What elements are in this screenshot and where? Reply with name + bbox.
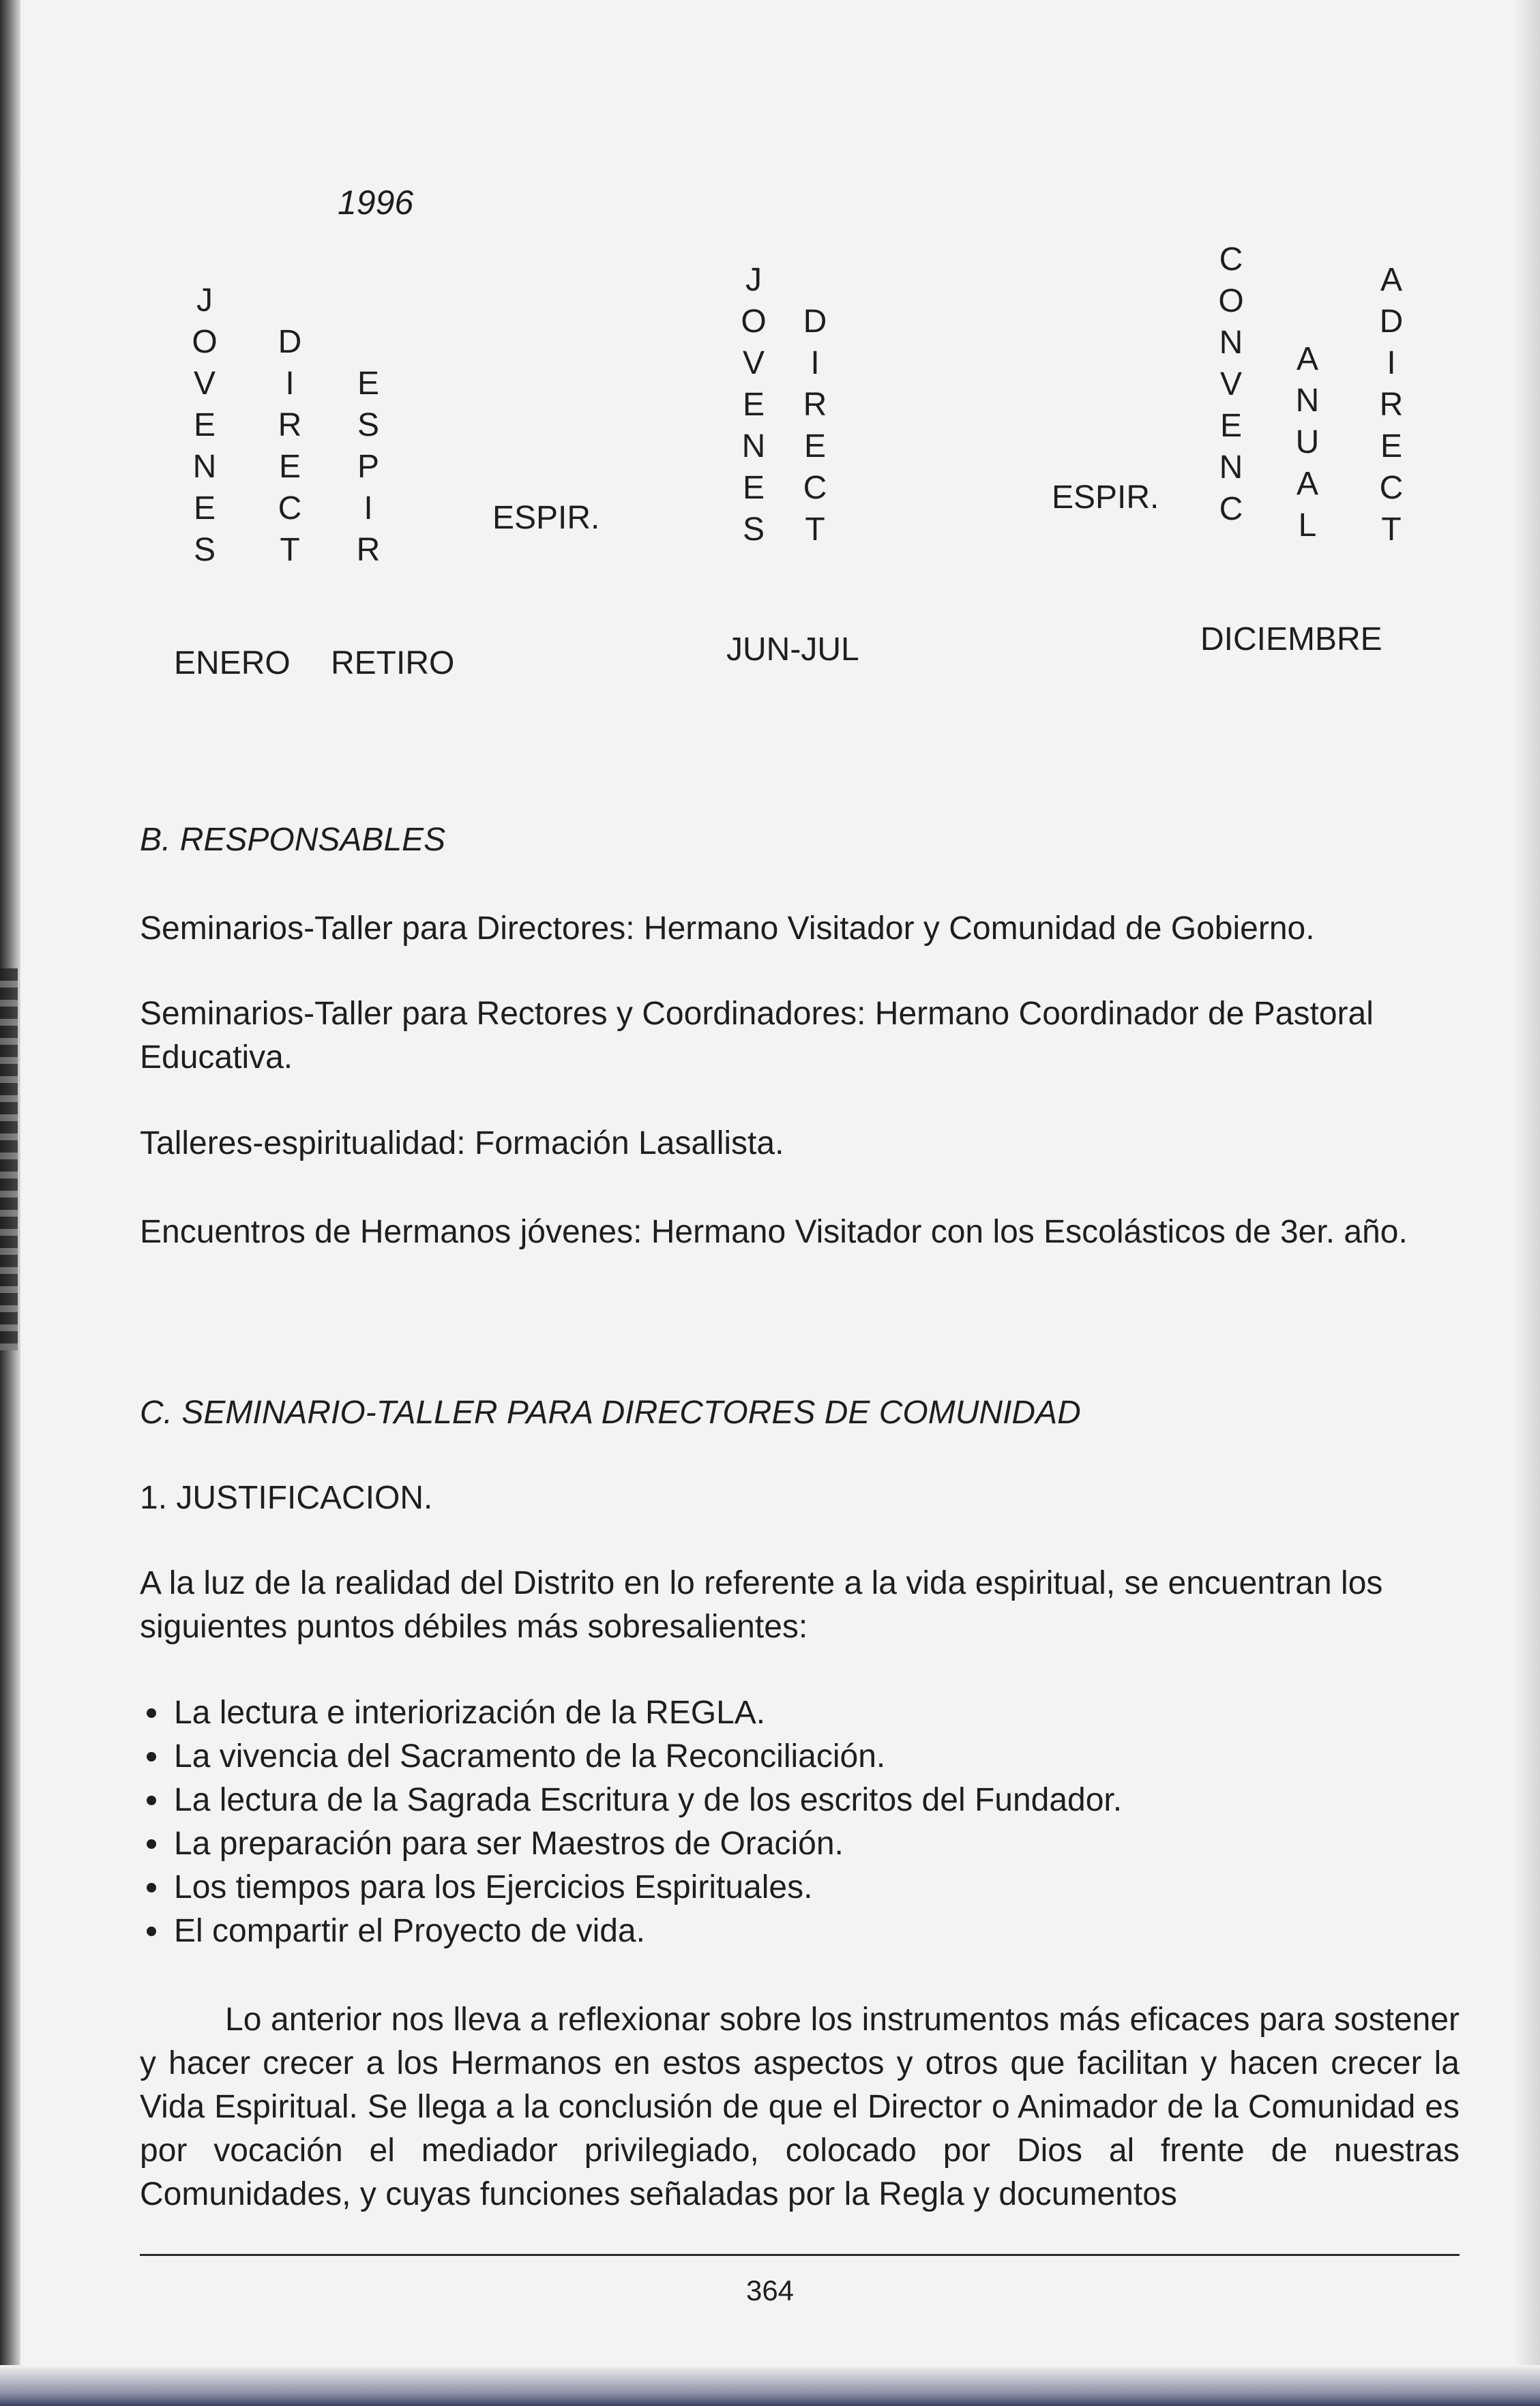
responsable-item: Seminarios-Taller para Rectores y Coordinadores: Hermano Coordinador de Pastoral Educativa. xyxy=(140,996,1374,1075)
page-bottom-shadow xyxy=(0,2365,1540,2406)
bullet-icon xyxy=(147,1883,156,1892)
letter: C xyxy=(278,490,302,526)
letter: A xyxy=(1296,341,1318,377)
list-item-text: La preparación para ser Maestros de Oración. xyxy=(174,1826,844,1862)
list-item xyxy=(140,1866,1477,1910)
vertical-word-jovenes-1 xyxy=(184,280,225,571)
responsable-item: Seminarios-Taller para Directores: Hermano Visitador y Comunidad de Gobierno. xyxy=(140,910,1315,947)
list-item-text: La lectura de la Sagrada Escritura y de los escritos del Fundador. xyxy=(174,1782,1123,1818)
list-item xyxy=(140,1779,1477,1822)
justificacion-intro: A la luz de la realidad del Distrito en lo referente a la vida espiritual, se encuentran los siguientes puntos débiles más sobresalientes: xyxy=(140,1565,1383,1645)
label-espir-b: ESPIR. xyxy=(1052,479,1159,516)
heading-seminario: C. SEMINARIO-TALLER PARA DIRECTORES DE COMUNIDAD xyxy=(140,1395,1081,1431)
vertical-word-directores-1 xyxy=(269,321,310,571)
bullet-icon xyxy=(147,1927,156,1936)
list-item-text: Los tiempos para los Ejercicios Espirituales. xyxy=(174,1869,813,1905)
letter: I xyxy=(1387,345,1396,381)
bullet-icon xyxy=(147,1796,156,1805)
bullet-icon xyxy=(147,1752,156,1762)
letter: C xyxy=(1219,491,1243,527)
vertical-word-espir-1 xyxy=(348,363,389,571)
letter: C xyxy=(1219,241,1243,278)
vertical-word-anual xyxy=(1287,338,1328,546)
justificacion-title: 1. JUSTIFICACION. xyxy=(140,1480,433,1516)
letter: E xyxy=(1219,408,1242,444)
letter: V xyxy=(1219,366,1242,402)
letter: A xyxy=(1296,466,1318,502)
letter: S xyxy=(742,511,765,548)
letter: S xyxy=(193,532,216,568)
label-jun-jul: JUN-JUL xyxy=(726,632,859,668)
letter: V xyxy=(742,345,765,381)
calendar-year: 1996 xyxy=(338,183,414,222)
label-diciembre: DICIEMBRE xyxy=(1200,621,1382,657)
list-item-text: La lectura e interiorización de la REGLA. xyxy=(174,1695,766,1731)
letter: S xyxy=(357,407,379,443)
letter: E xyxy=(742,470,765,506)
page-right-shadow xyxy=(1513,0,1540,2406)
responsable-item: Encuentros de Hermanos jóvenes: Hermano Visitador con los Escolásticos de 3er. año. xyxy=(140,1214,1408,1250)
letter: E xyxy=(1380,428,1402,464)
responsable-item: Talleres-espiritualidad: Formación Lasallista. xyxy=(140,1125,784,1161)
list-item xyxy=(140,1691,1477,1735)
letter: E xyxy=(193,407,216,443)
letter: U xyxy=(1295,424,1320,460)
letter: D xyxy=(803,303,827,340)
vertical-word-jovenes-2 xyxy=(733,259,774,550)
letter: J xyxy=(196,282,213,318)
letter: P xyxy=(357,449,379,485)
list-item xyxy=(140,1910,1477,1953)
list-item-text: El compartir el Proyecto de vida. xyxy=(174,1913,645,1949)
heading-responsables: B. RESPONSABLES xyxy=(140,822,446,858)
letter: R xyxy=(803,387,827,423)
letter: T xyxy=(805,511,825,548)
letter: I xyxy=(810,345,820,381)
letter: N xyxy=(1219,449,1243,486)
label-espir-a: ESPIR. xyxy=(492,500,600,536)
vertical-word-convenc xyxy=(1211,239,1252,530)
label-retiro: RETIRO xyxy=(331,645,455,681)
letter: T xyxy=(1381,511,1402,548)
letter: A xyxy=(1380,262,1402,298)
letter: R xyxy=(356,532,381,568)
letter: R xyxy=(1379,387,1404,423)
letter: E xyxy=(742,387,765,423)
letter: N xyxy=(741,428,766,464)
letter: E xyxy=(193,490,216,526)
body-paragraph: Lo anterior nos lleva a reflexionar sobre los instrumentos más eficaces para sostener y hacer crecer a los Hermanos en estos aspectos y otros que facilitan y hacen crecer la Vida Espiritual. Se llega a la conclusión de que el Director o Animador de la Comunidad es por vocación el mediador privilegiado, colocado por Dios al frente de nuestras Comunidades, y cuyas funciones señaladas por la Regla y documentos xyxy=(140,2002,1460,2212)
letter: J xyxy=(745,262,762,298)
letter: O xyxy=(192,324,218,360)
letter: N xyxy=(192,449,217,485)
bullet-icon xyxy=(147,1839,156,1849)
letter: N xyxy=(1219,325,1243,361)
letter: E xyxy=(803,428,826,464)
letter: E xyxy=(278,449,301,485)
letter: O xyxy=(741,303,767,340)
footer-rule xyxy=(140,2254,1460,2256)
letter: C xyxy=(1379,470,1404,506)
vertical-word-directores-3 xyxy=(1371,259,1412,550)
letter: R xyxy=(278,407,302,443)
list-item xyxy=(140,1822,1477,1866)
letter: C xyxy=(803,470,827,506)
binding-marks xyxy=(0,968,18,1350)
list-item xyxy=(140,1735,1477,1779)
weak-points-list xyxy=(140,1691,1477,1953)
bullet-icon xyxy=(147,1708,156,1718)
vertical-word-directores-2 xyxy=(795,301,835,550)
letter: E xyxy=(357,366,379,402)
letter: O xyxy=(1218,283,1244,319)
letter: D xyxy=(1379,303,1404,340)
letter: I xyxy=(285,366,295,402)
letter: D xyxy=(278,324,302,360)
letter: T xyxy=(280,532,300,568)
page-number: 364 xyxy=(745,2274,795,2306)
list-item-text: La vivencia del Sacramento de la Reconciliación. xyxy=(174,1738,886,1774)
label-enero: ENERO xyxy=(174,645,291,681)
letter: V xyxy=(193,366,216,402)
letter: I xyxy=(364,490,373,526)
letter: N xyxy=(1295,383,1320,419)
letter: L xyxy=(1298,507,1317,544)
